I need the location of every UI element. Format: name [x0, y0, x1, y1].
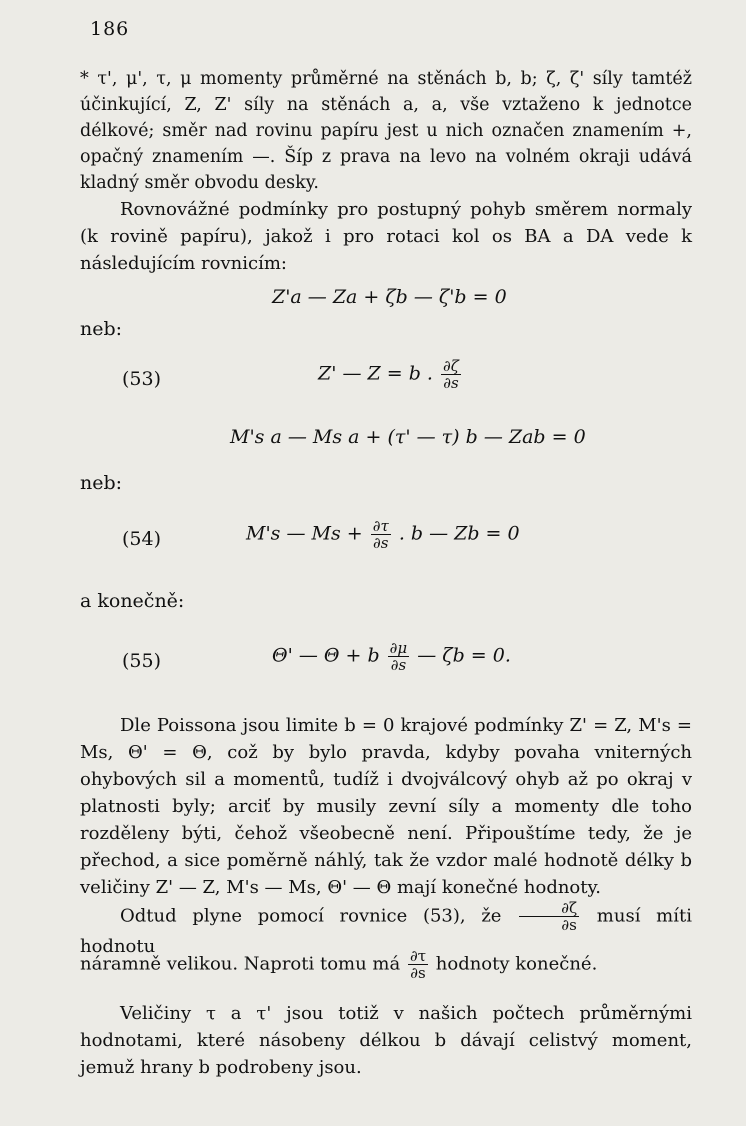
- naramne-after: hodnoty konečné.: [435, 953, 598, 975]
- neb-label-1: neb:: [80, 318, 123, 340]
- paragraph-veliciny: Veličiny τ a τ' jsou totiž v našich počtech průměrnými hodnotami, které násobeny délkou b dávají celistvý moment, jemuž hrany b podrobeny jsou.: [80, 1003, 692, 1078]
- eq53-fraction: [441, 358, 461, 391]
- eq55-left: Θ' — Θ + b: [272, 644, 380, 667]
- eq55-fraction: [388, 640, 410, 673]
- equation-b: M's a — Ms a + (τ' — τ) b — Zab = 0: [230, 426, 586, 448]
- eq53-den: ∂s: [443, 374, 459, 392]
- odtud-den: ∂s: [561, 916, 577, 934]
- odtud-fraction: [519, 900, 579, 933]
- footnote: * τ', μ', τ, μ momenty průměrné na stěnách b, b; ζ, ζ' síly tamtéž účinkující, Z, Z' síly na stěnách a, a, vše vztaženo k jednotce délkové; směr nad rovinu papíru jest u nich označen znamením +, opačný znamením —. Šíp z prava na levo na volném okraji udává kladný směr obvodu desky.: [80, 69, 692, 193]
- equation-a: Z'a — Za + ζb — ζ'b = 0: [272, 286, 507, 308]
- eq54-left: M's — Ms +: [246, 522, 363, 545]
- eq55-num: ∂μ: [389, 639, 408, 657]
- naramne-den: ∂s: [410, 964, 426, 982]
- equation-55-number: (55): [122, 650, 162, 672]
- naramne-num: ∂τ: [409, 947, 427, 965]
- naramne-fraction: [408, 948, 428, 981]
- naramne-before: náramně velikou. Naproti tomu má: [80, 953, 401, 975]
- eq53-num: ∂ζ: [443, 357, 459, 375]
- odtud-before: Odtud plyne pomocí rovnice (53), že: [120, 905, 502, 927]
- equation-54-number: (54): [122, 528, 162, 550]
- line-naramne: [80, 948, 692, 981]
- eq54-fraction: [371, 518, 391, 551]
- odtud-num: ∂ζ: [519, 900, 579, 917]
- eq54-num: ∂τ: [372, 517, 389, 535]
- eq54-right: . b — Zb = 0: [398, 522, 520, 545]
- eq55-right: — ζb = 0.: [417, 644, 511, 667]
- paragraph-intro: Rovnovážné podmínky pro postupný pohyb směrem normaly (k rovině papíru), jakož i pro rotaci kol os BA a DA vede k následujícím rovnicím:: [80, 199, 692, 274]
- page-number: 186: [90, 18, 130, 40]
- odtud-after: musí míti hodnotu: [80, 905, 692, 957]
- eq55-den: ∂s: [390, 656, 407, 674]
- equation-54: [246, 518, 520, 551]
- eq53-left: Z' — Z = b .: [318, 362, 433, 385]
- neb-label-2: neb:: [80, 472, 123, 494]
- a-konecne-label: a konečně:: [80, 590, 185, 612]
- equation-55: [272, 640, 511, 673]
- equation-53: [318, 358, 463, 391]
- equation-53-number: (53): [122, 368, 162, 390]
- paragraph-poisson: Dle Poissona jsou limite b = 0 krajové podmínky Z' = Z, M's = Ms, Θ' = Θ, což by bylo pravda, kdyby povaha vniterných ohybových sil a momentů, tudíž i dvojválcový ohyb až po okraj v platnosti byly; arciť by musily zevní síly a momenty dle toho rozděleny býti, čehož všeobecně není. Připouštíme tedy, že je přechod, a sice poměrně náhlý, tak že vzdor malé hodnotě délky b veličiny Z' — Z, M's — Ms, Θ' — Θ mají konečné hodnoty.: [80, 715, 692, 898]
- eq54-den: ∂s: [373, 534, 389, 552]
